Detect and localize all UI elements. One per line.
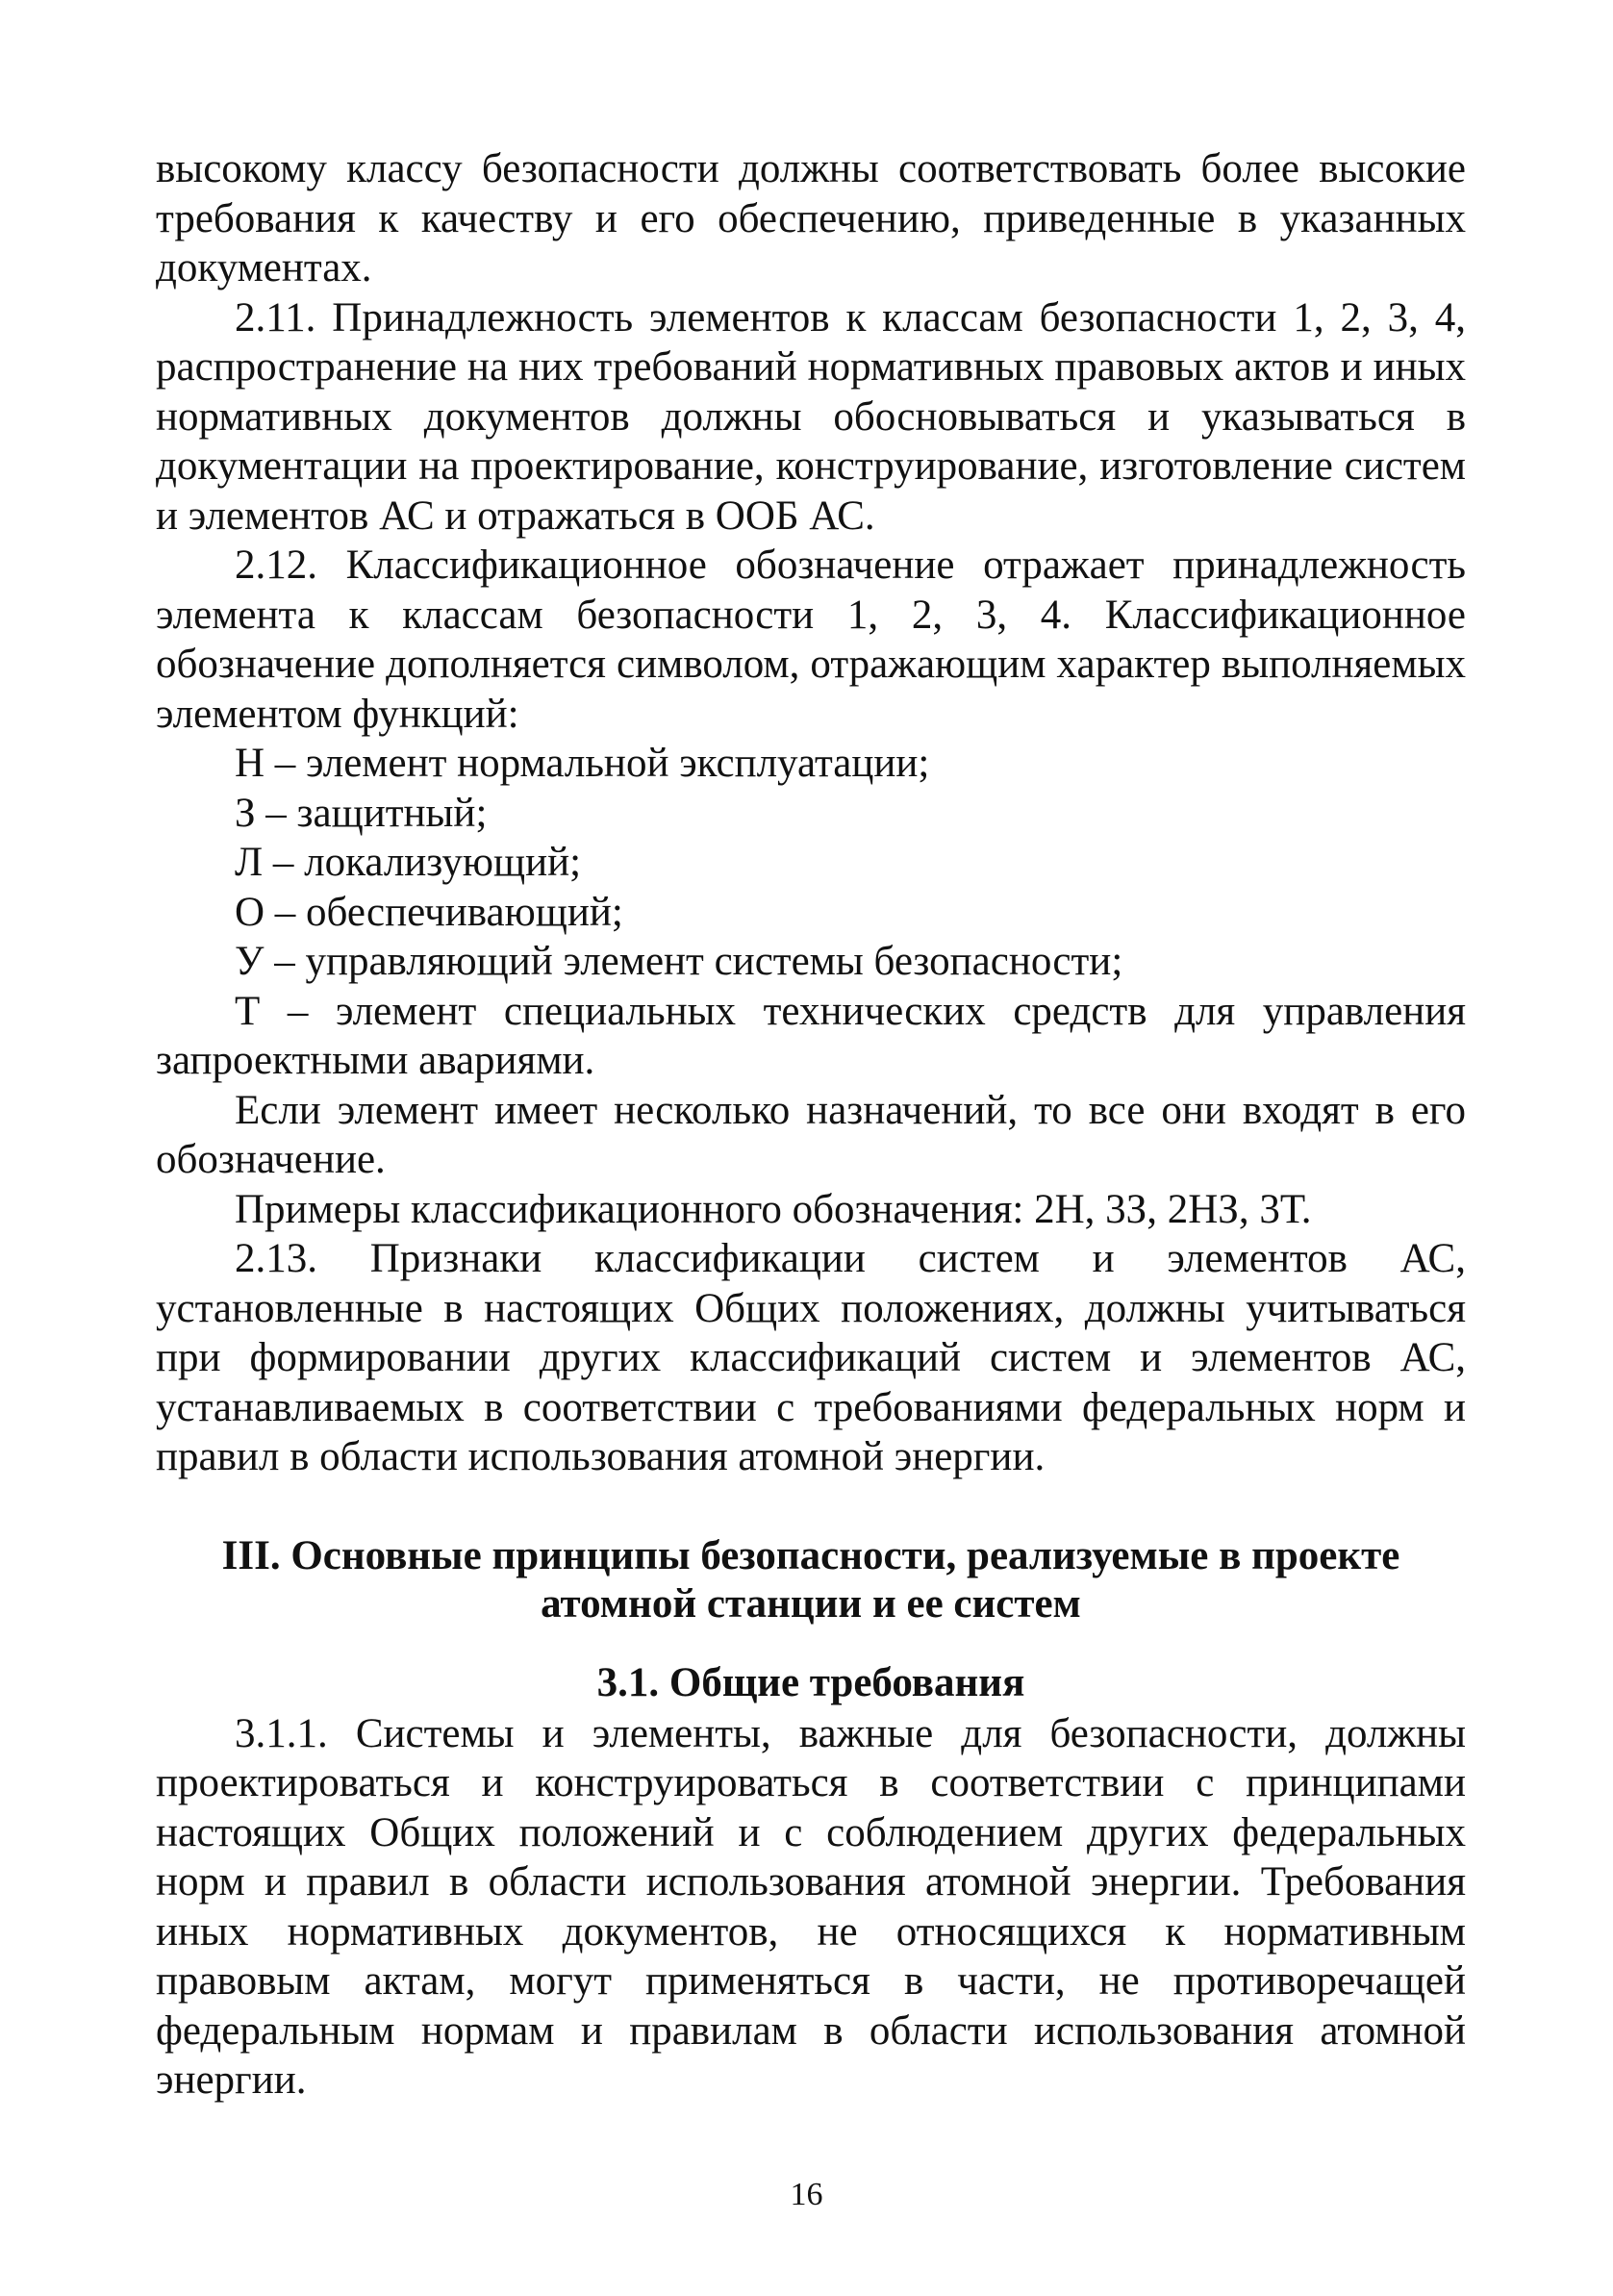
section-heading — [156, 1532, 1466, 1628]
paragraph-examples: Примеры классификационного обозначения: 2Н, 3З, 2НЗ, 3Т. — [235, 1186, 1312, 1232]
symbol-item-o: О – обеспечивающий; — [235, 889, 623, 935]
section-heading-line-2: атомной станции и ее систем — [541, 1580, 1081, 1627]
paragraph-continuation: высокому классу безопасности должны соответствовать более высокие требования к качеству и его обеспечению, приведенные в указанных документах. — [156, 146, 1466, 290]
symbol-item-u: У – управляющий элемент системы безопасности; — [235, 939, 1123, 984]
subsection-heading: 3.1. Общие требования — [596, 1659, 1025, 1705]
paragraph-multiple-purposes: Если элемент имеет несколько назначений, то все они входят в его обозначение. — [156, 1087, 1466, 1182]
paragraph-2-11: 2.11. Принадлежность элементов к классам безопасности 1, 2, 3, 4, распространение на них требований нормативных правовых актов и иных нормативных документов должны обосновываться и указываться в документации на проектирование, конструирование, изготовление систем и элементов АС и отражаться в ООБ АС. — [156, 294, 1466, 539]
symbol-item-z: З – защитный; — [235, 790, 488, 836]
paragraph-3-1-1: 3.1.1. Системы и элементы, важные для безопасности, должны проектироваться и конструироваться в соответствии с принципами настоящих Общих положений и с соблюдением других федеральных норм и правил в области использования атомной энергии. Требования иных нормативных документов, не относящихся к нормативным правовым актам, могут применяться в части, не противоречащей федеральным нормам и правилам в области использования атомной энергии. — [156, 1710, 1466, 2103]
paragraph-2-13: 2.13. Признаки классификации систем и элементов АС, установленные в настоящих Общих положениях, должны учитываться при формировании других классификаций систем и элементов АС, устанавливаемых в соответствии с требованиями федеральных норм и правил в области использования атомной энергии. — [156, 1236, 1466, 1479]
section-heading-line-1: III. Основные принципы безопасности, реализуемые в проекте — [221, 1532, 1400, 1578]
paragraph-2-12: 2.12. Классификационное обозначение отражает принадлежность элемента к классам безопасности 1, 2, 3, 4. Классификационное обозначение дополняется символом, отражающим характер выполняемых элементом функций: — [156, 542, 1466, 737]
symbol-item-h: Н – элемент нормальной эксплуатации; — [235, 741, 930, 786]
symbol-item-t: Т – элемент специальных технических средств для управления запроектными авариями. — [156, 988, 1466, 1083]
document-page — [156, 144, 1466, 2106]
page-number: 16 — [790, 2177, 823, 2212]
symbol-item-l: Л – локализующий; — [235, 840, 582, 885]
